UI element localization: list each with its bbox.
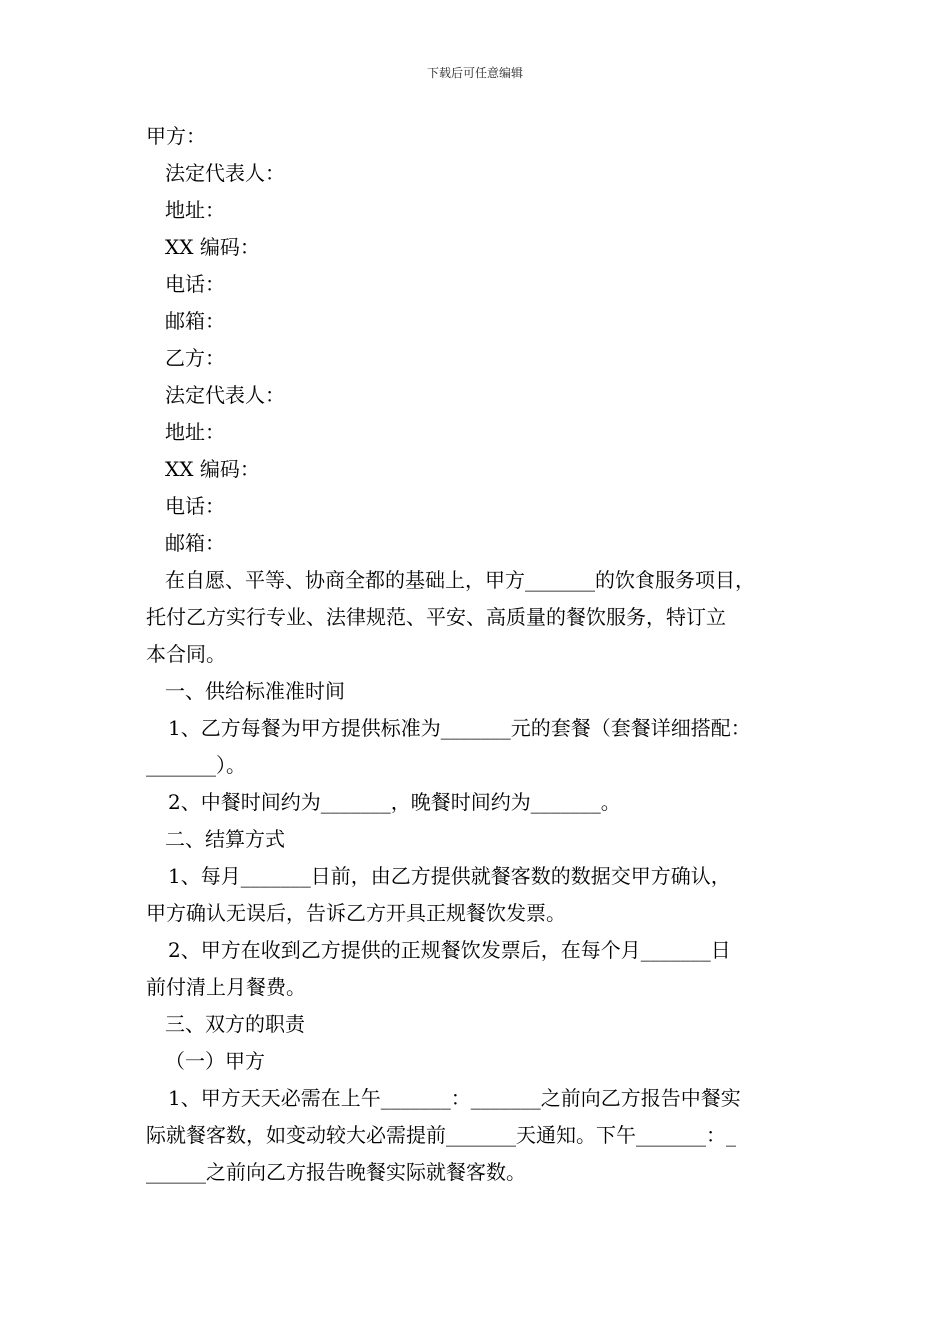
section-3-heading: 三、双方的职责 [165,1012,305,1036]
clause-2-2-line-1: 2、甲方在收到乙方提供的正规餐饮发票后，在每个月_______日 [168,938,731,962]
clause-1-1-line-1: 1、乙方每餐为甲方提供标准为_______元的套餐（套餐详细搭配： [168,716,751,740]
section-1-heading: 一、供给标准准时间 [165,679,345,703]
preamble-line-1: 在自愿、平等、协商全都的基础上，甲方_______的饮食服务项目， [165,568,755,592]
preamble-line-2: 托付乙方实行专业、法律规范、平安、高质量的餐饮服务，特订立 [146,605,726,629]
clause-1-1-line-2: _______）。 [146,753,246,777]
party-a-email: 邮箱： [165,309,225,333]
party-b-code: XX 编码： [165,457,260,481]
document-body [146,118,826,1191]
party-b-email: 邮箱： [165,531,225,555]
party-a-representative: 法定代表人： [165,161,285,185]
clause-3-1-line-2: 际就餐客数，如变动较大必需提前_______天通知。下午_______：_ [146,1123,736,1147]
party-b-address: 地址： [165,420,225,444]
party-a-code: XX 编码： [165,235,260,259]
clause-2-2-line-2: 前付清上月餐费。 [146,975,306,999]
section-2-heading: 二、结算方式 [165,827,285,851]
clause-1-2: 2、中餐时间约为_______，晚餐时间约为_______。 [168,790,621,814]
party-a-phone: 电话： [165,272,225,296]
clause-3-1-line-3: ______之前向乙方报告晚餐实际就餐客数。 [146,1160,526,1184]
party-a-label: 甲方： [146,124,206,148]
party-b-phone: 电话： [165,494,225,518]
preamble-line-3: 本合同。 [146,642,226,666]
clause-2-1-line-1: 1、每月_______日前，由乙方提供就餐客数的数据交甲方确认， [168,864,731,888]
clause-2-1-line-2: 甲方确认无误后，告诉乙方开具正规餐饮发票。 [146,901,566,925]
party-b-label: 乙方： [165,346,225,370]
subsection-party-a-heading: （一）甲方 [165,1049,265,1073]
party-b-representative: 法定代表人： [165,383,285,407]
clause-3-1-line-1: 1、甲方天天必需在上午_______：_______之前向乙方报告中餐实 [168,1086,741,1110]
page-header: 下载后可任意编辑 [426,66,523,80]
party-a-address: 地址： [165,198,225,222]
